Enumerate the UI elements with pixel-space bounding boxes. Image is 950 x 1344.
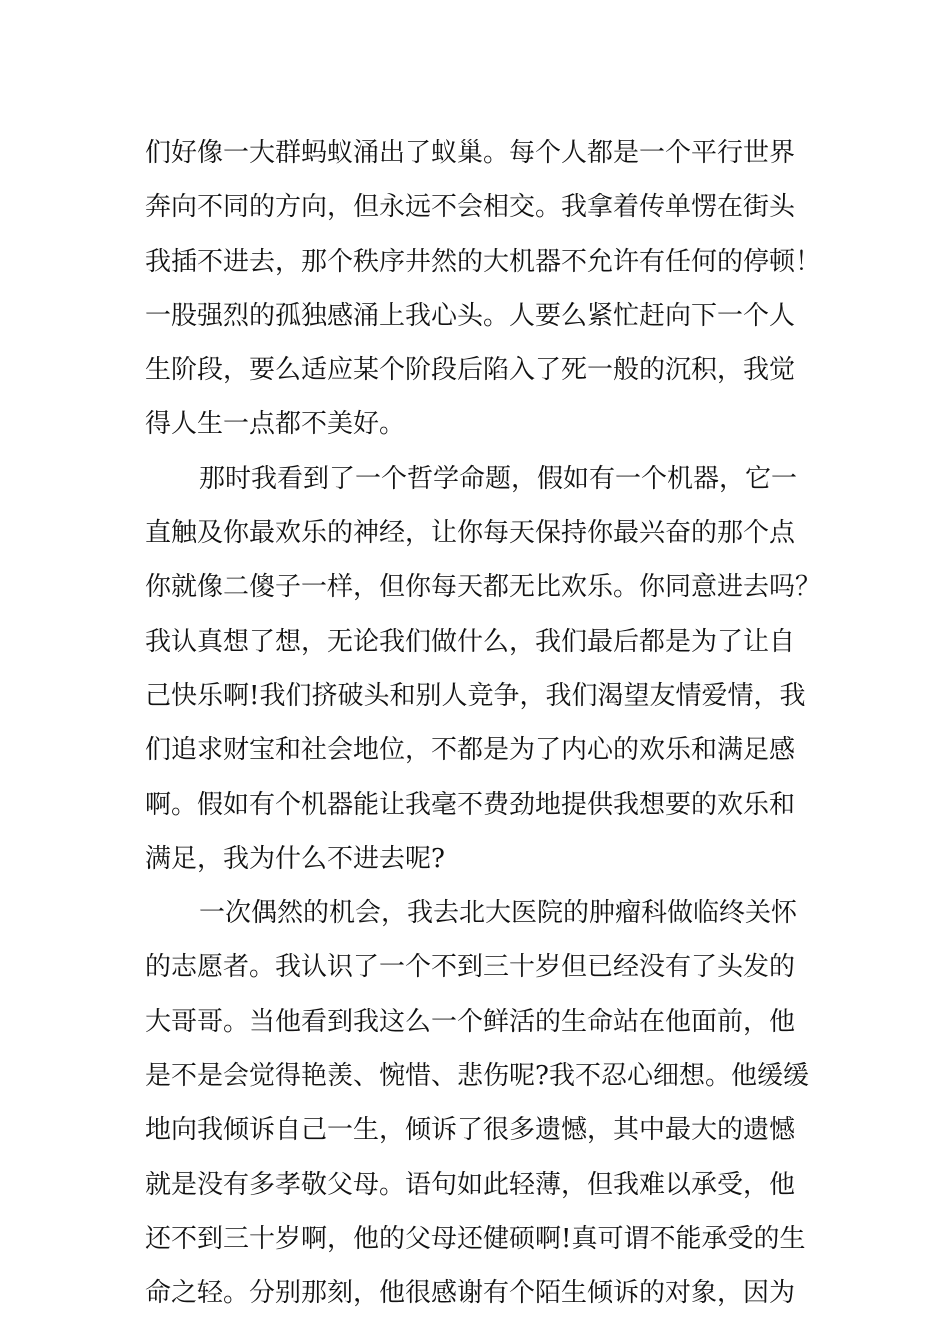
text-line: 还不到三十岁啊，他的父母还健硕啊!真可谓不能承受的生 bbox=[145, 1223, 806, 1254]
text-line: 你就像二傻子一样，但你每天都无比欢乐。你同意进去吗？ bbox=[145, 572, 822, 603]
text-line: 我认真想了想，无论我们做什么，我们最后都是为了让自 bbox=[145, 626, 796, 657]
text-line: 大哥哥。当他看到我这么一个鲜活的生命站在他面前，他 bbox=[145, 1006, 796, 1037]
text-line: 一股强烈的孤独感涌上我心头。人要么紧忙赶向下一个人 bbox=[145, 300, 796, 331]
paragraph-start-line: 那时我看到了一个哲学命题，假如有一个机器，它一 bbox=[199, 463, 798, 494]
text-line: 就是没有多孝敬父母。语句如此轻薄，但我难以承受，他 bbox=[145, 1169, 796, 1200]
text-line: 的志愿者。我认识了一个不到三十岁但已经没有了头发的 bbox=[145, 952, 796, 983]
text-line: 地向我倾诉自己一生，倾诉了很多遗憾，其中最大的遗憾 bbox=[145, 1115, 796, 1146]
text-line: 得人生一点都不美好。 bbox=[145, 409, 406, 440]
text-line: 们追求财宝和社会地位，不都是为了内心的欢乐和满足感 bbox=[145, 735, 796, 766]
paragraph-start-line: 一次偶然的机会，我去北大医院的肿瘤科做临终关怀 bbox=[199, 898, 798, 929]
text-line: 是不是会觉得艳羡、惋惜、悲伤呢?我不忍心细想。他缓缓 bbox=[145, 1061, 809, 1092]
text-line: 我插不进去，那个秩序井然的大机器不允许有任何的停顿！ bbox=[145, 246, 822, 277]
text-line: 啊。假如有个机器能让我毫不费劲地提供我想要的欢乐和 bbox=[145, 789, 796, 820]
text-line: 奔向不同的方向，但永远不会相交。我拿着传单愣在街头 bbox=[145, 192, 796, 223]
text-line: 生阶段，要么适应某个阶段后陷入了死一般的沉积，我觉 bbox=[145, 355, 796, 386]
body-text bbox=[145, 126, 822, 1321]
text-line: 满足，我为什么不进去呢? bbox=[145, 843, 445, 874]
text-line: 己快乐啊!我们挤破头和别人竞争，我们渴望友情爱情，我 bbox=[145, 680, 806, 711]
text-line: 直触及你最欢乐的神经，让你每天保持你最兴奋的那个点 bbox=[145, 518, 796, 549]
text-line: 们好像一大群蚂蚁涌出了蚁巢。每个人都是一个平行世界 bbox=[145, 138, 796, 168]
text-line: 命之轻。分别那刻，他很感谢有个陌生倾诉的对象，因为 bbox=[145, 1278, 796, 1309]
